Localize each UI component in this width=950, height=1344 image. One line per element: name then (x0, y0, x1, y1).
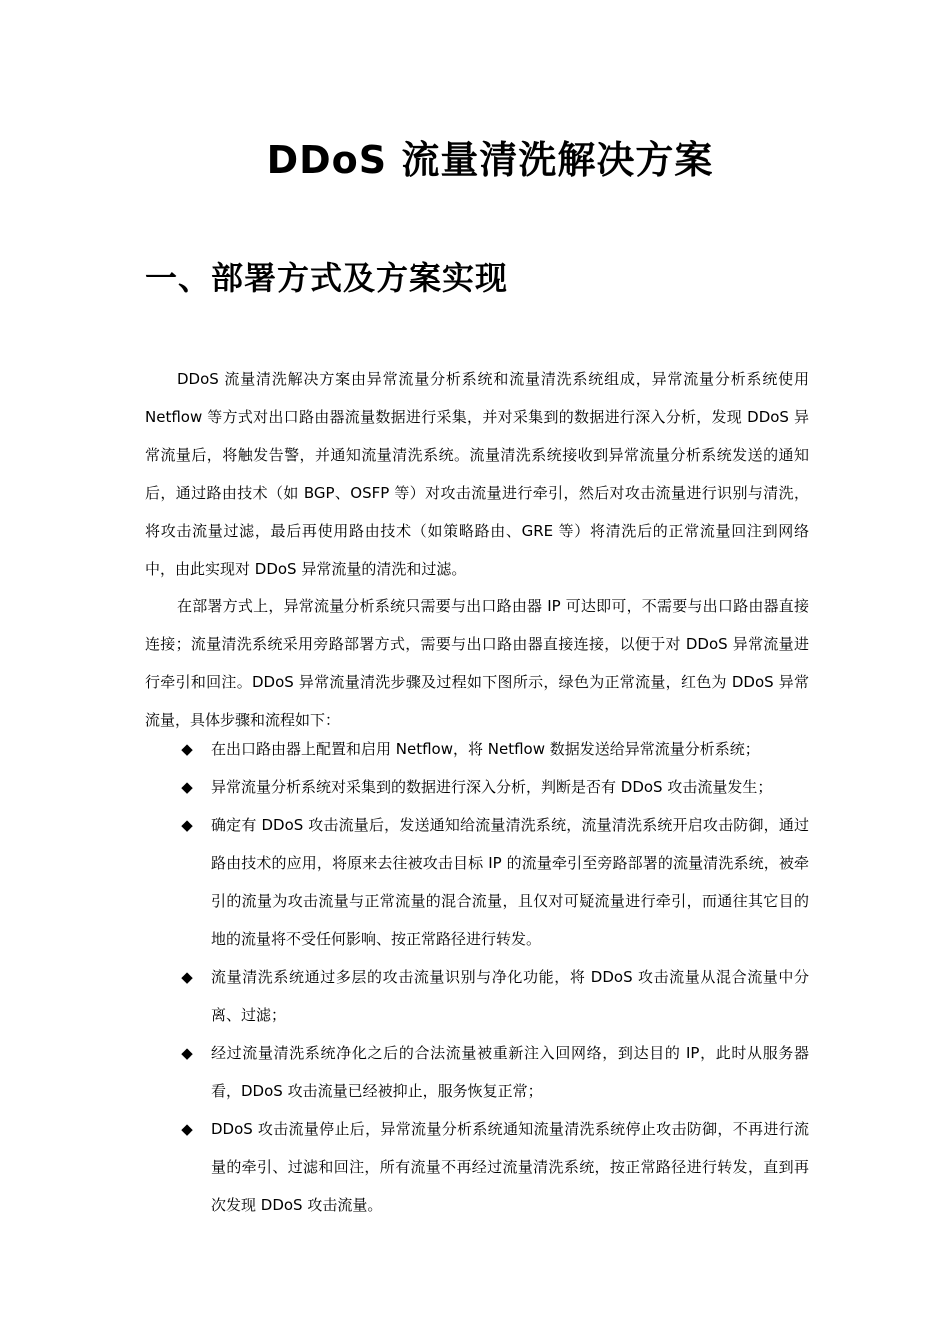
list-item (145, 1110, 809, 1224)
list-item-text: DDoS 攻击流量停止后，异常流量分析系统通知流量清洗系统停止攻击防御，不再进行流量的牵引、过滤和回注，所有流量不再经过流量清洗系统，按正常路径进行转发，直到再次发现 DDoS 攻击流量。 (211, 1120, 809, 1214)
list-item-text: 确定有 DDoS 攻击流量后，发送通知给流量清洗系统，流量清洗系统开启攻击防御，通过路由技术的应用，将原来去往被攻击目标 IP 的流量牵引至旁路部署的流量清洗系统，被牵引的流量为攻击流量与正常流量的混合流量，且仅对可疑流量进行牵引，而通往其它目的地的流量将不受任何影响、按正常路径进行转发。 (211, 816, 809, 948)
list-item-text: 在出口路由器上配置和启用 Netflow，将 Netflow 数据发送给异常流量分析系统； (211, 740, 760, 758)
paragraph: 在部署方式上，异常流量分析系统只需要与出口路由器 IP 可达即可，不需要与出口路由器直接连接；流量清洗系统采用旁路部署方式，需要与出口路由器直接连接，以便于对 DDoS 异常流量进行牵引和回注。DDoS 异常流量清洗步骤及过程如下图所示，绿色为正常流量，红色为 DDoS 异常流量，具体步骤和流程如下： (145, 597, 809, 729)
list-item (145, 768, 809, 806)
diamond-bullet-icon: ◆ (181, 740, 193, 758)
section-heading: 一、部署方式及方案实现 (145, 259, 509, 297)
diamond-bullet-icon: ◆ (181, 778, 193, 796)
list-item (145, 958, 809, 1034)
diamond-bullet-icon: ◆ (181, 1044, 193, 1062)
diamond-bullet-icon: ◆ (181, 1120, 193, 1138)
list-item-text: 经过流量清洗系统净化之后的合法流量被重新注入回网络，到达目的 IP，此时从服务器看，DDoS 攻击流量已经被抑止，服务恢复正常； (211, 1044, 809, 1100)
list-item (145, 1034, 809, 1110)
document-title: DDoS 流量清洗解决方案 (266, 138, 714, 182)
diamond-bullet-icon: ◆ (181, 968, 193, 986)
diamond-bullet-icon: ◆ (181, 816, 193, 834)
list-item-text: 流量清洗系统通过多层的攻击流量识别与净化功能，将 DDoS 攻击流量从混合流量中分离、过滤； (211, 968, 809, 1024)
bullet-list (145, 730, 809, 1224)
list-item (145, 806, 809, 958)
paragraph: DDoS 流量清洗解决方案由异常流量分析系统和流量清洗系统组成，异常流量分析系统使用 Netflow 等方式对出口路由器流量数据进行采集，并对采集到的数据进行深入分析，发现 DDoS 异常流量后，将触发告警，并通知流量清洗系统。流量清洗系统接收到异常流量分析系统发送的通知后，通过路由技术（如 BGP、OSFP 等）对攻击流量进行牵引，然后对攻击流量进行识别与清洗，将攻击流量过滤，最后再使用路由技术（如策略路由、GRE 等）将清洗后的正常流量回注到网络中，由此实现对 DDoS 异常流量的清洗和过滤。 (145, 370, 809, 578)
list-item (145, 730, 809, 768)
list-item-text: 异常流量分析系统对采集到的数据进行深入分析，判断是否有 DDoS 攻击流量发生； (211, 778, 773, 796)
